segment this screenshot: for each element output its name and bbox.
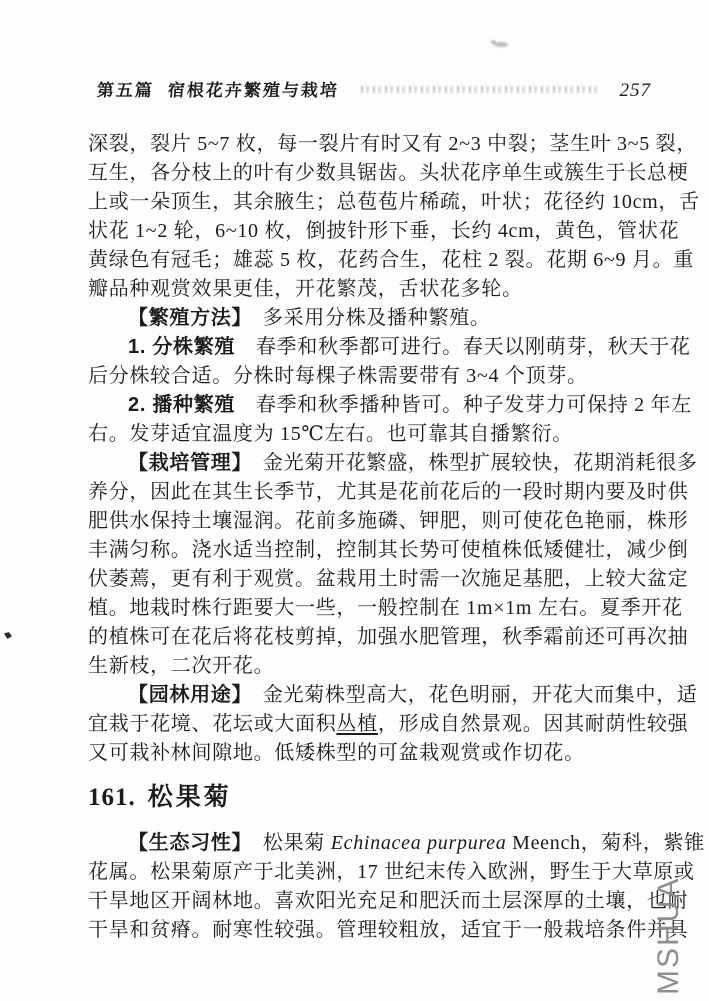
text-segment: 金光菊开花繁盛，株型扩展较快，花期消耗很多 [242, 452, 698, 474]
text-segment: Meench，菊科，紫锥 [506, 832, 705, 854]
text-segment: 春季和秋季都可进行。春天以刚萌芽，秋天于花 [235, 336, 691, 358]
text-segment: 右。发芽适宜温度为 15℃左右。也可靠其自播繁衍。 [88, 423, 573, 445]
text-line [88, 304, 633, 333]
text-line [88, 565, 689, 594]
scan-speck [4, 632, 12, 639]
text-segment: 黄绿色有冠毛；雄蕊 5 枚，花药合生，花柱 2 裂。花期 6~9 月。重 [88, 249, 695, 271]
text-line [88, 159, 689, 188]
text-segment: 花属。松果菊原产于北美洲，17 世纪末传入欧洲，野生于大草原或 [88, 861, 695, 883]
text-line [88, 246, 695, 275]
text-line [88, 478, 689, 507]
text-segment: 【生态习性】 [128, 832, 243, 854]
text-segment: 瓣品种观赏效果更佳，开花繁茂，舌状花多轮。 [88, 278, 523, 300]
text-line [88, 681, 698, 710]
text-line [88, 507, 689, 536]
section-number: 161. [88, 784, 136, 811]
text-segment: 【繁殖方法】 [128, 307, 243, 329]
text-line [88, 652, 633, 681]
text-segment: 丛植 [336, 713, 378, 735]
text-line [88, 829, 705, 858]
text-segment: 1. 分株繁殖 [128, 336, 236, 358]
text-segment: 2. 播种繁殖 [128, 394, 236, 416]
text-line [88, 188, 700, 217]
text-segment: 丰满匀称。浇水适当控制，控制其长势可使植株低矮健壮，减少倒 [88, 539, 689, 561]
text-segment: 松果菊 [242, 832, 331, 854]
paragraph-block-top [88, 130, 700, 768]
text-segment: 又可栽补林间隙地。低矮株型的可盆栽观赏或作切花。 [88, 742, 585, 764]
page-header [97, 76, 651, 102]
text-line [88, 420, 633, 449]
faded-print-artifact [361, 86, 598, 93]
text-line [88, 333, 691, 362]
text-segment: 的植株可在花后将花枝剪掉，加强水肥管理，秋季霜前还可再次抽 [88, 626, 689, 648]
text-segment: 宜栽于花境、花坛或大面积 [88, 713, 337, 735]
text-line [88, 858, 695, 887]
text-segment: 干旱地区开阔林地。喜欢阳光充足和肥沃而土层深厚的土壤，也耐 [88, 890, 689, 912]
section-heading [88, 781, 633, 814]
text-segment: ，形成自然景观。因其耐荫性较强 [377, 713, 689, 735]
scan-speck [491, 40, 496, 44]
text-line [88, 916, 689, 945]
text-segment: 上或一朵顶生，其余腋生；总苞苞片稀疏，叶状；花径约 10cm，舌 [88, 191, 700, 213]
text-segment: 多采用分株及播种繁殖。 [242, 307, 491, 329]
watermark-text: MSHUA [652, 876, 685, 995]
text-segment: 深裂，裂片 5~7 枚，每一裂片有时又有 2~3 中裂；茎生叶 3~5 裂， [88, 133, 698, 155]
text-segment: 互生，各分枝上的叶有少数具锯齿。头状花序单生或簇生于长总梗 [88, 162, 689, 184]
text-line [88, 391, 692, 420]
page-number: 257 [619, 80, 651, 101]
text-segment: 后分株较合适。分株时每棵子株需要带有 3~4 个顶芽。 [88, 365, 588, 387]
text-line [88, 887, 689, 916]
text-segment: 养分，因此在其生长季节，尤其是花前花后的一段时期内要及时供 [88, 481, 689, 503]
text-segment: 金光菊株型高大，花色明丽，开花大而集中，适 [242, 684, 698, 706]
text-segment: 【栽培管理】 [128, 452, 243, 474]
text-line [88, 739, 633, 768]
scan-speck [494, 42, 508, 47]
text-line [88, 275, 633, 304]
text-line [88, 710, 689, 739]
chapter-label: 第五篇 [96, 81, 155, 100]
text-segment: 植。地栽时株行距要大一些，一般控制在 1m×1m 左右。夏季开花 [88, 597, 683, 619]
text-line [88, 362, 633, 391]
text-segment: 干旱和贫瘠。耐寒性较强。管理较粗放，适宜于一般栽培条件并具 [88, 919, 689, 941]
text-segment: 肥供水保持土壤湿润。花前多施磷、钾肥，则可使花色艳丽，株形 [88, 510, 689, 532]
text-segment: 【园林用途】 [128, 684, 243, 706]
text-line [88, 449, 698, 478]
text-line [88, 536, 689, 565]
text-segment: 伏萎蔫，更有利于观赏。盆栽用土时需一次施足基肥，上较大盆定 [88, 568, 689, 590]
text-line [88, 130, 698, 159]
book-title: 宿根花卉繁殖与栽培 [167, 81, 340, 100]
text-line [88, 594, 683, 623]
text-segment: 生新枝，二次开花。 [88, 655, 275, 677]
text-line [88, 217, 680, 246]
text-segment: 春季和秋季播种皆可。种子发芽力可保持 2 年左 [235, 394, 692, 416]
text-segment: Echinacea purpurea [330, 832, 507, 854]
section-title: 松果菊 [147, 783, 232, 811]
text-segment: 状花 1~2 轮，6~10 枚，倒披针形下垂，长约 4cm，黄色，管状花 [88, 220, 680, 242]
text-line [88, 623, 689, 652]
